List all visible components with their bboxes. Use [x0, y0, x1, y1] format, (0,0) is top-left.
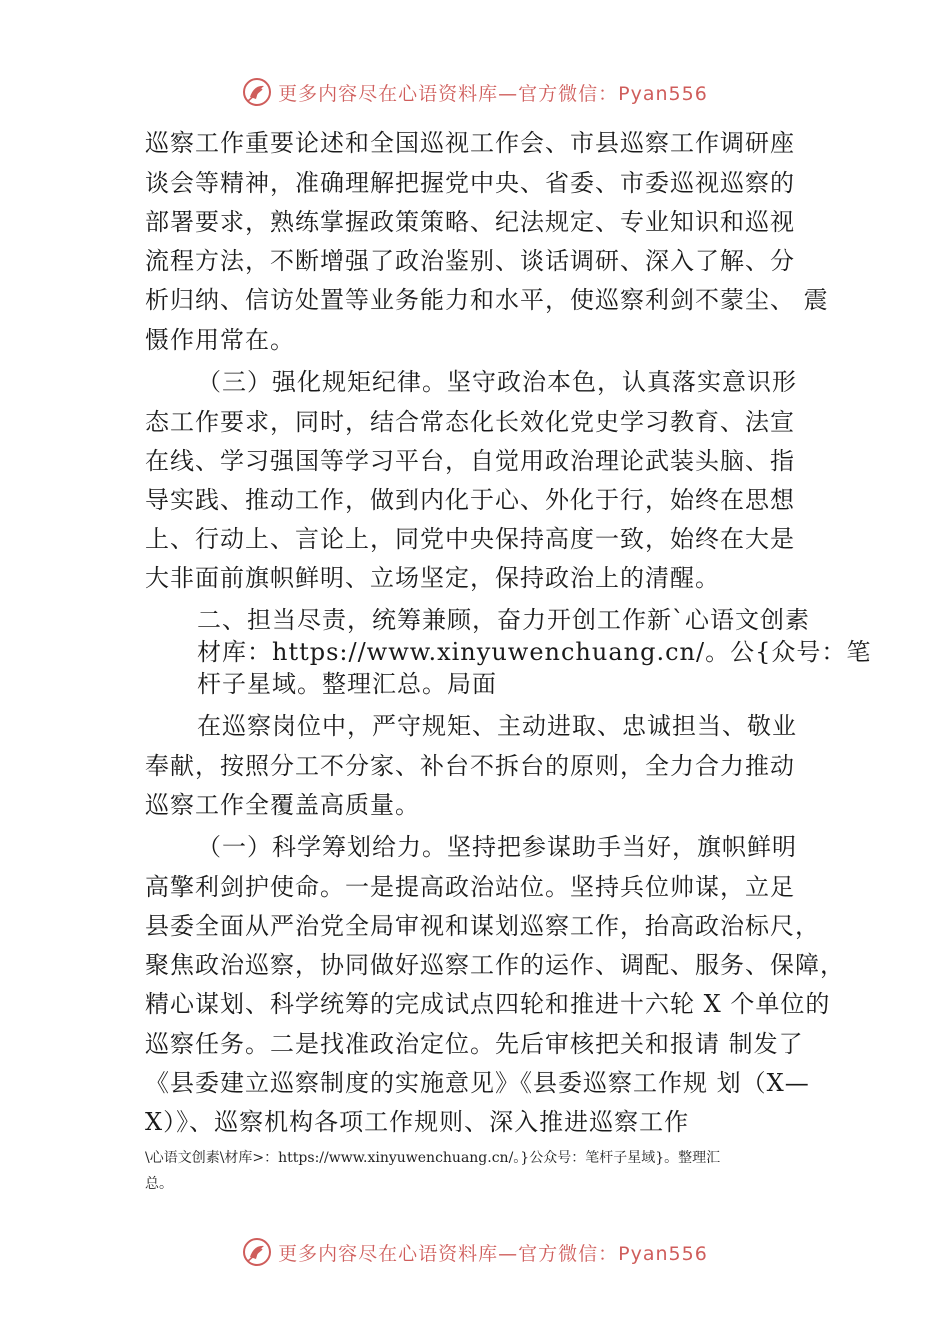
text-line: 大非面前旗帜鲜明、立场坚定，保持政治上的清醒。: [145, 564, 720, 592]
text-line: 部署要求，熟练掌握政策策略、纪法规定、专业知识和巡视: [145, 208, 795, 236]
text-line: 析归纳、信访处置等业务能力和水平，使巡察利剑不蒙尘、 震: [145, 286, 829, 314]
text-line: 县委全面从严治党全局审视和谋划巡察工作，抬高政治标尺，: [145, 912, 820, 940]
text-line: 巡察工作全覆盖高质量。: [145, 791, 420, 819]
logo-icon: [242, 77, 272, 107]
text-line: 巡察任务。二是找准政治定位。先后审核把关和报请 制发了: [145, 1030, 804, 1058]
text-line: 慑作用常在。: [145, 326, 295, 354]
text-line: 谈会等精神，准确理解把握党中央、省委、市委巡视巡察的: [145, 169, 795, 197]
text-line: 巡察工作重要论述和全国巡视工作会、市县巡察工作调研座: [145, 129, 795, 157]
text-line: 导实践、推动工作，做到内化于心、外化于行，始终在思想: [145, 486, 795, 514]
text-line: 流程方法，不断增强了政治鉴别、谈话调研、深入了解、分: [145, 247, 795, 275]
text-line: （三）强化规矩纪律。坚守政治本色，认真落实意识形: [197, 368, 797, 396]
footer-banner: [0, 1232, 950, 1272]
footer-banner-text: 更多内容尽在心语资料库—官方微信：Pyan556: [278, 1242, 708, 1265]
text-line: 奉献，按照分工不分家、补台不拆台的原则，全力合力推动: [145, 752, 795, 780]
footnote-line: \心语文创素\材库>：https://www.xinyuwenchuang.cn/。}公众号：笔杆子星域}。整理汇: [145, 1150, 721, 1166]
text-line: 在巡察岗位中，严守规矩、主动进取、忠诚担当、敬业: [197, 712, 797, 740]
text-line: 上、行动上、言论上，同党中央保持高度一致，始终在大是: [145, 525, 795, 553]
text-line: 精心谋划、科学统筹的完成试点四轮和推进十六轮 X 个单位的: [145, 990, 831, 1018]
text-line: 态工作要求，同时，结合常态化长效化党史学习教育、法宣: [145, 408, 795, 436]
header-banner-text: 更多内容尽在心语资料库—官方微信：Pyan556: [278, 82, 708, 105]
text-line: （一）科学筹划给力。坚持把参谋助手当好，旗帜鲜明: [197, 833, 797, 861]
text-line: 高擎利剑护使命。一是提高政治站位。坚持兵位帅谋，立足: [145, 873, 795, 901]
text-line: 二、担当尽责，统筹兼顾，奋力开创工作新`心语文创素: [197, 606, 810, 634]
text-line: 《县委建立巡察制度的实施意见》《县委巡察工作规 划（X—: [145, 1069, 810, 1097]
text-line: 在线、学习强国等学习平台，自觉用政治理论武装头脑、指: [145, 447, 795, 475]
header-banner: [0, 72, 950, 112]
text-line: 聚焦政治巡察，协同做好巡察工作的运作、调配、服务、保障，: [145, 951, 845, 979]
text-line: X）》、巡察机构各项工作规则、深入推进巡察工作: [145, 1108, 690, 1136]
text-line: 杆子星域。整理汇总。局面: [197, 670, 497, 698]
footnote-line: 总。: [145, 1176, 173, 1192]
text-line: 材库：https://www.xinyuwenchuang.cn/。公{众号：笔: [197, 638, 872, 666]
logo-icon: [242, 1237, 272, 1267]
